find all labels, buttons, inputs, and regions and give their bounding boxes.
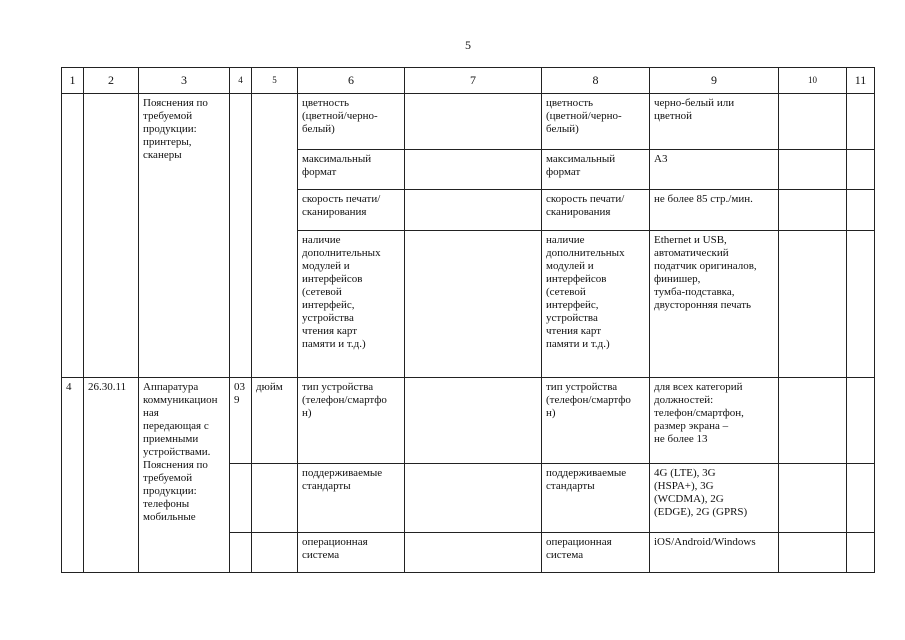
- characteristic-cell: максимальный формат: [298, 150, 405, 190]
- characteristic-cell: максимальный формат: [542, 150, 650, 190]
- unit-name-cell: [252, 464, 298, 533]
- product-name-cell: Пояснения по требуемой продукции: принтеры, сканеры: [139, 94, 230, 378]
- characteristic-cell: скорость печати/ сканирования: [542, 190, 650, 231]
- empty-cell: [779, 150, 847, 190]
- index-cell: 4: [62, 378, 84, 573]
- column-header: 10: [779, 68, 847, 94]
- characteristic-cell: тип устройства (телефон/смартфо н): [542, 378, 650, 464]
- value-cell: не более 85 стр./мин.: [650, 190, 779, 231]
- value-cell: [405, 464, 542, 533]
- requirements-table: [61, 67, 875, 573]
- empty-cell: [847, 533, 875, 573]
- empty-cell: [847, 464, 875, 533]
- value-cell: [405, 533, 542, 573]
- table-row: [62, 378, 875, 464]
- page-number: 5: [465, 38, 471, 52]
- unit-name-cell: [252, 533, 298, 573]
- table-row: [62, 94, 875, 150]
- unit-code-cell: [230, 533, 252, 573]
- unit-name-cell: [252, 94, 298, 378]
- column-header: 9: [650, 68, 779, 94]
- value-cell: [405, 94, 542, 150]
- column-header: 1: [62, 68, 84, 94]
- column-header: 4: [230, 68, 252, 94]
- characteristic-cell: поддерживаемые стандарты: [298, 464, 405, 533]
- value-cell: для всех категорий должностей: телефон/смартфон, размер экрана – не более 13: [650, 378, 779, 464]
- characteristic-cell: наличие дополнительных модулей и интерфейсов (сетевой интерфейс, устройства чтения карт памяти и т.д.): [298, 231, 405, 378]
- value-cell: 4G (LTE), 3G (HSPA+), 3G (WCDMA), 2G (EDGE), 2G (GPRS): [650, 464, 779, 533]
- empty-cell: [779, 533, 847, 573]
- characteristic-cell: операционная система: [298, 533, 405, 573]
- column-header: 7: [405, 68, 542, 94]
- index-cell: [62, 94, 84, 378]
- okpd-cell: [84, 94, 139, 378]
- characteristic-cell: цветность (цветной/черно- белый): [542, 94, 650, 150]
- unit-name-cell: дюйм: [252, 378, 298, 464]
- column-header: 2: [84, 68, 139, 94]
- empty-cell: [847, 231, 875, 378]
- empty-cell: [779, 94, 847, 150]
- value-cell: [405, 378, 542, 464]
- unit-code-cell: 03 9: [230, 378, 252, 464]
- empty-cell: [847, 150, 875, 190]
- characteristic-cell: тип устройства (телефон/смартфо н): [298, 378, 405, 464]
- column-header: 8: [542, 68, 650, 94]
- value-cell: черно-белый или цветной: [650, 94, 779, 150]
- characteristic-cell: цветность (цветной/черно- белый): [298, 94, 405, 150]
- empty-cell: [779, 190, 847, 231]
- unit-code-cell: [230, 464, 252, 533]
- column-header: 3: [139, 68, 230, 94]
- unit-code-cell: [230, 94, 252, 378]
- column-header: 6: [298, 68, 405, 94]
- column-number-row: [62, 68, 875, 94]
- empty-cell: [779, 378, 847, 464]
- characteristic-cell: наличие дополнительных модулей и интерфейсов (сетевой интерфейс, устройства чтения карт памяти и т.д.): [542, 231, 650, 378]
- empty-cell: [779, 464, 847, 533]
- characteristic-cell: операционная система: [542, 533, 650, 573]
- product-name-cell: Аппаратура коммуникацион ная передающая с приемными устройствами. Пояснения по требуемой продукции: телефоны мобильные: [139, 378, 230, 573]
- column-header: 5: [252, 68, 298, 94]
- empty-cell: [847, 94, 875, 150]
- value-cell: [405, 150, 542, 190]
- empty-cell: [847, 190, 875, 231]
- value-cell: [405, 231, 542, 378]
- characteristic-cell: скорость печати/ сканирования: [298, 190, 405, 231]
- empty-cell: [779, 231, 847, 378]
- column-header: 11: [847, 68, 875, 94]
- value-cell: [405, 190, 542, 231]
- value-cell: iOS/Android/Windows: [650, 533, 779, 573]
- empty-cell: [847, 378, 875, 464]
- value-cell: А3: [650, 150, 779, 190]
- value-cell: Ethernet и USB, автоматический податчик оригиналов, финишер, тумба-подставка, двусторонняя печать: [650, 231, 779, 378]
- characteristic-cell: поддерживаемые стандарты: [542, 464, 650, 533]
- okpd-cell: 26.30.11: [84, 378, 139, 573]
